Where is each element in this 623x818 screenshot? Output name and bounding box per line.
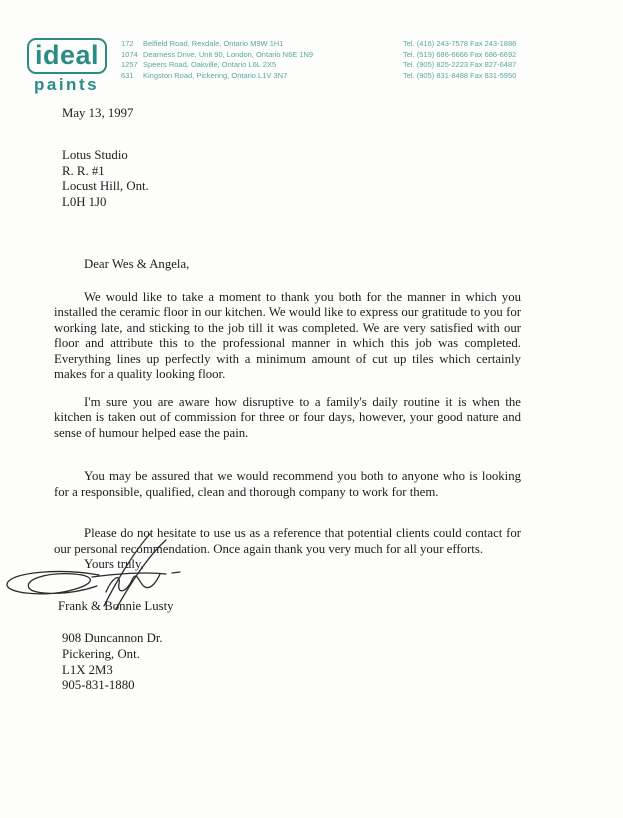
street-address: Kingston Road, Pickering, Ontario L1V 3N7	[143, 70, 288, 80]
letterhead-location-row	[121, 60, 516, 71]
paragraph: We would like to take a moment to thank you both for the manner in which you installed the ceramic floor in our kitchen. We would like to express our gratitude to you for working late, and sticking to the job till it was completed. We are very satisfied with our floor and attribute this to the professional manner in which this job was completed. Everything lines up perfectly with a minimum amount of cut up tiles which certainly makes for a quality looking floor.	[54, 289, 521, 381]
street-number: 1074	[121, 49, 138, 59]
fax: Fax 686-6692	[470, 49, 517, 59]
sender-line: 908 Duncannon Dr.	[62, 631, 163, 645]
ideal-logo-tagline: paints	[34, 75, 100, 94]
recipient-line: L0H 1J0	[62, 194, 107, 209]
street-address: Speers Road, Oakville, Ontario L6L 2X5	[143, 60, 277, 69]
telephone: Tel. (519) 686-6666	[403, 49, 469, 59]
paragraph: I'm sure you are aware how disruptive to a family's daily routine it is when the kitchen is taken out of commission for three or four days, however, your good nature and sense of humour helped ease the pain.	[54, 394, 521, 440]
letter-date: May 13, 1997	[62, 106, 134, 120]
sender-line: Pickering, Ont.	[62, 646, 140, 661]
street-number: 172	[121, 39, 134, 48]
recipient-line: R. R. #1	[62, 163, 105, 178]
street-number: 1257	[121, 60, 138, 69]
signed-by: Frank & Bonnie Lusty	[58, 599, 174, 613]
letterhead-location-row	[121, 71, 516, 82]
street-address: Dearness Drive, Unit 90, London, Ontario N6E 1N9	[143, 49, 314, 59]
telephone: Tel. (416) 243-7578	[403, 39, 469, 48]
recipient-line: Locust Hill, Ont.	[62, 179, 149, 193]
sender-address-block	[62, 631, 163, 694]
telephone: Tel. (905) 825-2223	[403, 60, 469, 69]
telephone: Tel. (905) 831-8488	[403, 70, 469, 80]
paragraph: Please do not hesitate to use us as a reference that potential clients could contact for our personal recommendation. Once again thank you very much for all your efforts.	[54, 526, 521, 556]
letterhead-location-row	[121, 50, 516, 61]
fax: Fax 243-1886	[470, 39, 517, 48]
fax: Fax 831-5950	[470, 70, 517, 80]
sender-line: L1X 2M3	[62, 662, 113, 677]
letterhead-locations	[121, 39, 516, 81]
paragraph: You may be assured that we would recommend you both to anyone who is looking for a responsible, qualified, clean and thorough company to work for them.	[54, 469, 521, 499]
ideal-logo: ideal	[27, 38, 107, 74]
letter-body	[54, 257, 521, 573]
recipient-address-block	[62, 148, 149, 210]
closing: Yours truly,	[84, 557, 144, 571]
street-number: 631	[121, 70, 134, 80]
letterhead-location-row	[121, 39, 516, 50]
fax: Fax 827-6487	[470, 60, 517, 69]
salutation: Dear Wes & Angela,	[84, 257, 190, 271]
street-address: Belfield Road, Rexdale, Ontario M9W 1H1	[143, 39, 284, 48]
sender-line: 905-831-1880	[62, 678, 135, 693]
recipient-line: Lotus Studio	[62, 148, 128, 162]
